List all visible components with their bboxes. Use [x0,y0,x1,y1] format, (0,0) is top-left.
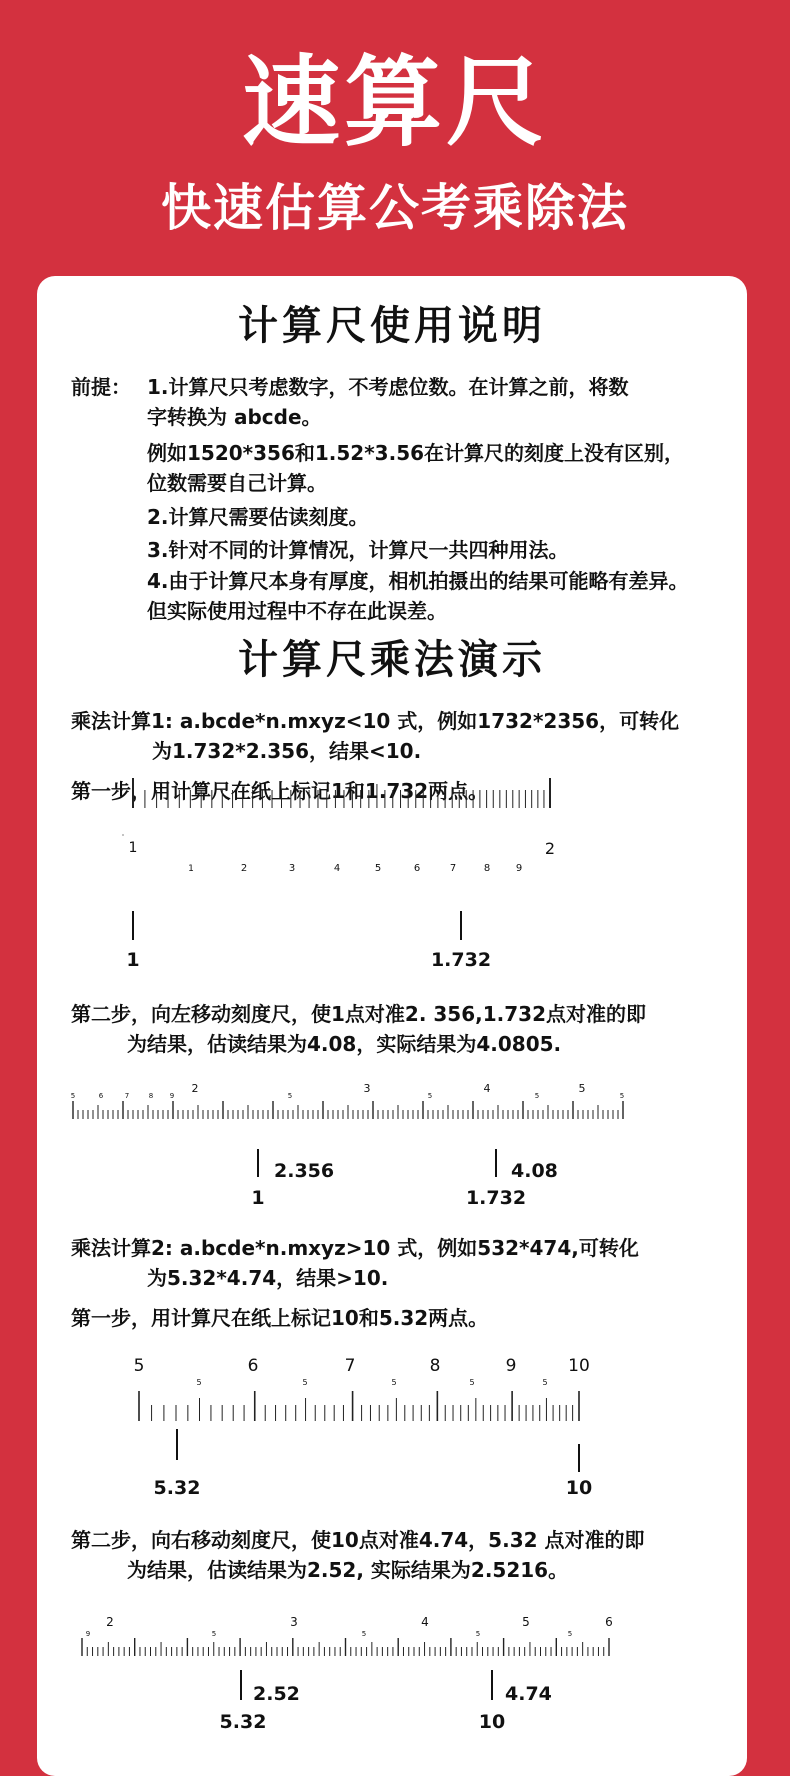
ruler-4 [82,1615,613,1733]
ruler-label: 1 [128,840,138,856]
ruler-label: 5 [133,1356,145,1376]
mark-label: 10 [565,1477,593,1499]
ruler-label: 3 [363,1082,371,1095]
instruction-line: 但实际使用过程中不存在此误差。 [147,599,447,623]
ruler-label: 8 [483,863,491,874]
ruler-label: 6 [413,863,421,874]
instruction-line: 1.计算尺只考虑数字，不考虑位数。在计算之前，将数 [147,375,629,399]
mark-label: 5.32 [153,1477,201,1499]
ruler-label: 5 [374,863,382,874]
ruler-1 [123,778,555,971]
instruction-line: 字转换为 abcde。 [147,405,322,429]
mark-label: 1.732 [465,1187,527,1209]
case2-line1: 乘法计算2: a.bcde*n.mxyz>10 式，例如532*474,可转化 [71,1236,639,1260]
instruction-line: 例如1520*356和1.52*3.56在计算尺的刻度上没有区别， [147,441,685,465]
instructions-heading: 计算尺使用说明 [238,303,546,349]
ruler-label: 5 [302,1378,308,1387]
header [0,0,790,270]
case2-step2-line2: 为结果，估读结果为2.52, 实际结果为2.5216。 [127,1558,569,1582]
ruler-label: 2 [191,1082,199,1095]
case1-line1: 乘法计算1: a.bcde*n.mxyz<10 式，例如1732*2356，可转化 [71,709,680,733]
case2-step1: 第一步，用计算尺在纸上标记10和5.32两点。 [71,1306,489,1330]
instruction-line: 4.由于计算尺本身有厚度，相机拍摄出的结果可能略有差异。 [147,569,689,593]
ruler-label: 4 [421,1615,429,1629]
ruler-2 [71,1082,624,1209]
ruler-label: 9 [505,1356,517,1376]
ruler-label: 5 [475,1630,481,1638]
ruler-label: 8 [148,1092,154,1100]
ruler-label: 10 [568,1356,590,1376]
value-label: 2.356 [274,1160,335,1182]
ruler-label: 5 [578,1082,586,1095]
ruler-label: 5 [287,1092,293,1100]
demo-heading: 计算尺乘法演示 [238,637,546,683]
mark-label: 10 [478,1711,506,1733]
case1-step2-line2: 为结果，估读结果为4.08，实际结果为4.0805. [127,1032,562,1056]
value-label: 4.74 [505,1683,552,1705]
ruler-label: 5 [522,1615,530,1629]
ruler-label: 5 [469,1378,475,1387]
instructions-prefix: 前提： [71,375,131,399]
mark-label: 5.32 [219,1711,267,1733]
case1-line2: 为1.732*2.356，结果<10. [152,739,422,763]
ruler-ticks [133,778,550,808]
case1-step2-line1: 第二步，向左移动刻度尺，使1点对准2. 356,1.732点对准的即 [71,1002,646,1026]
ruler-label: 2 [544,839,556,858]
ruler-label: 9 [169,1092,175,1100]
instruction-line: 2.计算尺需要估读刻度。 [147,505,369,529]
instruction-line: 3.针对不同的计算情况，计算尺一共四种用法。 [147,538,569,562]
ruler-3 [134,1356,593,1499]
ruler-label: 5 [70,1092,76,1100]
ruler-label: 6 [247,1356,259,1376]
ruler-label: 2 [240,863,248,874]
case2-line2: 为5.32*4.74，结果>10. [147,1266,389,1290]
ruler-label: 5 [391,1378,397,1387]
case1-step1: 第一步，用计算尺在纸上标记1和1.732两点。 [71,779,489,803]
content-card [37,276,747,1776]
page-title: 速算尺 [241,46,548,160]
ruler-label: 3 [290,1615,298,1629]
mark-label: 1.732 [430,949,492,971]
ruler-label: 5 [427,1092,433,1100]
value-label: 2.52 [253,1683,300,1705]
ruler-label: 9 [515,863,523,874]
ruler-label: 5 [211,1630,217,1638]
mark-label: 1 [126,949,140,971]
mark-label: 1 [251,1187,265,1209]
page-subtitle: 快速估算公考乘除法 [161,179,629,237]
ruler-label: 7 [449,863,457,874]
ruler-label: 5 [567,1630,573,1638]
ruler-label: 5 [196,1378,202,1387]
ruler-label: 8 [429,1356,441,1376]
ruler-ticks [82,1638,609,1656]
ruler-label: 6 [605,1615,613,1629]
ruler-label: 9 [85,1630,91,1638]
ruler-label: 7 [124,1092,130,1100]
ruler-label: 2 [106,1615,114,1629]
slide-rulers [37,276,747,1776]
ruler-ticks [139,1391,579,1421]
ruler-label: 5 [619,1092,625,1100]
ruler-label: 6 [98,1092,104,1100]
case2-step2-line1: 第二步，向右移动刻度尺，使10点对准4.74，5.32 点对准的即 [71,1528,645,1552]
ruler-label: 1 [188,864,194,874]
ruler-label: 7 [344,1356,356,1376]
ruler-label: 5 [361,1630,367,1638]
ruler-label: 3 [288,863,296,874]
ruler-label: 5 [534,1092,540,1100]
instruction-line: 位数需要自己计算。 [147,471,327,495]
ruler-ticks [73,1101,623,1119]
ruler-label: 5 [542,1378,548,1387]
ruler-label: 4 [333,863,341,874]
value-label: 4.08 [511,1160,558,1182]
ruler-label: 4 [483,1082,491,1095]
